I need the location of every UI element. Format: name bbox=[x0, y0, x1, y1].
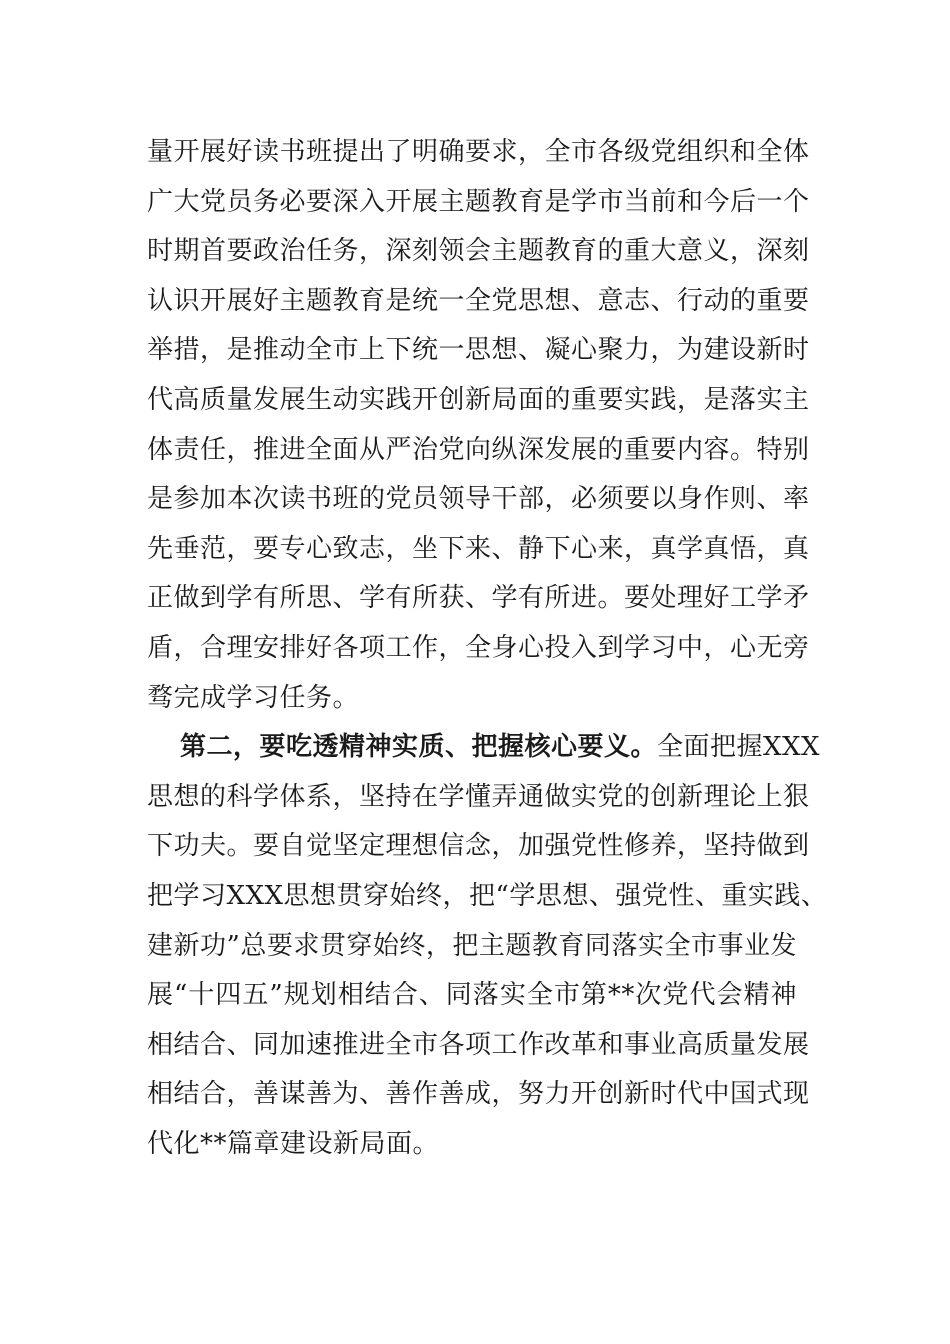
text-line: 时期首要政治任务，深刻领会主题教育的重大意义，深刻 bbox=[147, 236, 810, 267]
text-line: 相结合、同加速推进全市各项工作改革和事业高质量发展 bbox=[147, 1029, 810, 1060]
text-line: 量开展好读书班提出了明确要求，全市各级党组织和全体 bbox=[147, 137, 810, 167]
text-line: 举措，是推动全市上下统一思想、凝心聚力，为建设新时 bbox=[147, 335, 810, 366]
text-line: 正做到学有所思、学有所获、学有所进。要处理好工学矛 bbox=[147, 583, 810, 614]
paragraph-1 bbox=[147, 128, 810, 723]
text-line: 是参加本次读书班的党员领导干部，必须要以身作则、率 bbox=[147, 484, 810, 515]
text-line: 思想的科学体系，坚持在学懂弄通做实党的创新理论上狠 bbox=[147, 781, 810, 812]
text-line: 把学习XXX思想贯穿始终，把“学思想、强党性、重实践、 bbox=[147, 880, 828, 911]
heading-line bbox=[147, 723, 821, 773]
section-heading: 第二，要吃透精神实质、把握核心要义。 bbox=[180, 732, 658, 763]
document-body bbox=[147, 128, 828, 1169]
heading-line-rest: 全面把握XXX bbox=[657, 732, 821, 763]
text-line: 先垂范，要专心致志，坐下来、静下心来，真学真悟，真 bbox=[147, 533, 810, 564]
text-line: 广大党员务必要深入开展主题教育是学市当前和今后一个 bbox=[147, 186, 810, 217]
text-line: 下功夫。要自觉坚定理想信念，加强党性修养，坚持做到 bbox=[147, 831, 810, 862]
text-line: 建新功”总要求贯穿始终，把主题教育同落实全市事业发 bbox=[147, 930, 797, 961]
text-line: 体责任，推进全面从严治党向纵深发展的重要内容。特别 bbox=[147, 434, 810, 465]
text-line: 盾，合理安排好各项工作，全身心投入到学习中，心无旁 bbox=[147, 632, 810, 663]
text-line: 认识开展好主题教育是统一全党思想、意志、行动的重要 bbox=[147, 285, 810, 316]
text-line: 代高质量发展生动实践开创新局面的重要实践，是落实主 bbox=[147, 384, 810, 415]
text-line: 代化**篇章建设新局面。 bbox=[147, 1128, 440, 1159]
text-line: 骛完成学习任务。 bbox=[147, 682, 360, 713]
text-line: 展“十四五”规划相结合、同落实全市第**次党代会精神 bbox=[147, 980, 797, 1011]
paragraph-2 bbox=[147, 723, 828, 1169]
text-line: 相结合，善谋善为、善作善成，努力开创新时代中国式现 bbox=[147, 1079, 810, 1110]
